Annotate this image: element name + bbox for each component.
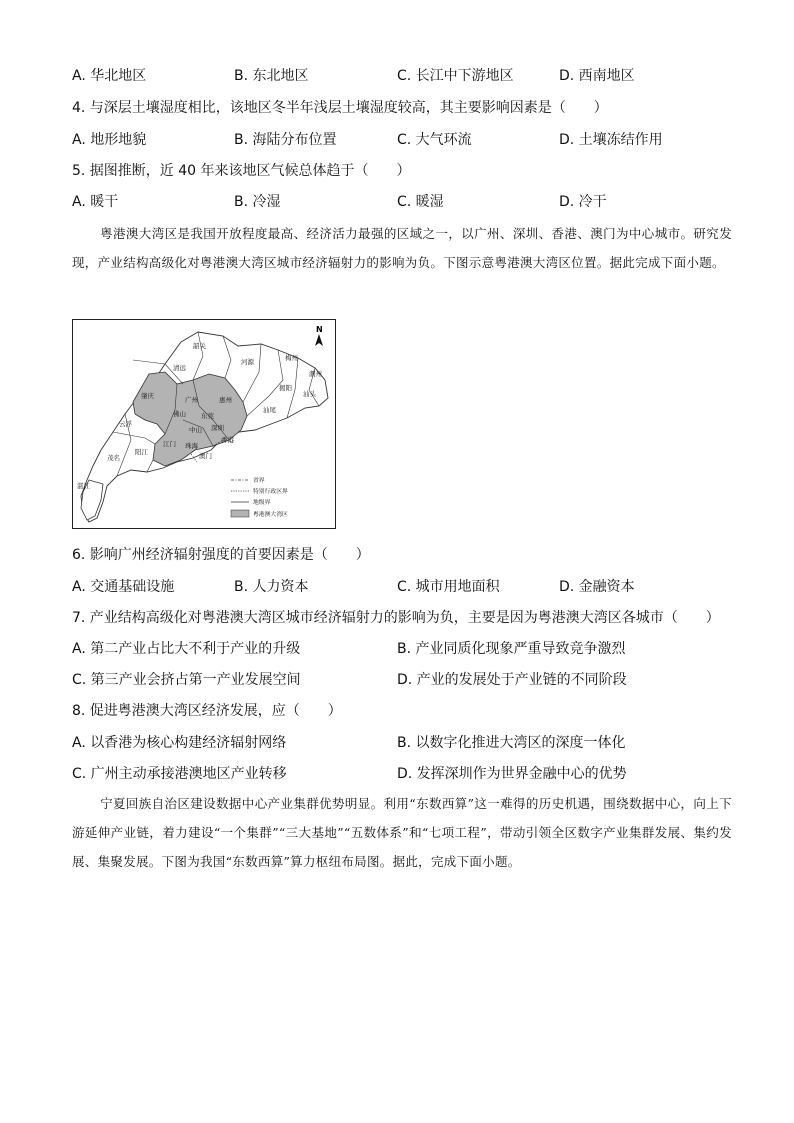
q4-option-a: A. 地形地貌 xyxy=(72,132,147,148)
q6-option-d: D. 金融资本 xyxy=(559,579,635,595)
map-label-guangzhou: 广州 xyxy=(185,396,198,404)
map-svg xyxy=(73,320,335,528)
passage-1-text: 粤港澳大湾区是我国开放程度最高、经济活力最强的区域之一，以广州、深圳、香港、澳门为中心城市。研究发现，产业结构高级化对粤港澳大湾区城市经济辐射力的影响为负。下图示意粤港澳大湾区位置。据此完成下面小题。 xyxy=(72,226,732,270)
map-label-maoming: 茂名 xyxy=(107,454,120,462)
passage-greater-bay-area xyxy=(72,219,732,277)
map-label-zhanjiang: 湛江 xyxy=(77,482,90,490)
map-label-hongkong: 香港 xyxy=(221,436,234,444)
legend-bay-area: 粤港澳大湾区 xyxy=(253,512,288,518)
map-label-dongguan: 东莞 xyxy=(201,412,214,420)
q3-option-d: D. 西南地区 xyxy=(559,68,635,84)
q4-option-d: D. 土壤冻结作用 xyxy=(559,132,663,148)
q5-option-d: D. 冷干 xyxy=(559,194,607,210)
greater-bay-area-map xyxy=(72,319,336,529)
map-label-shanwei: 汕尾 xyxy=(263,406,276,414)
q5-option-a: A. 暖干 xyxy=(72,194,119,210)
passage-2-text: 宁夏回族自治区建设数据中心产业集群优势明显。利用“东数西算”这一难得的历史机遇，围绕数据中心，向上下游延伸产业链，着力建设“一个集群”“三大基地”“五数体系”和“七项工程”，带动引领全区数字产业集群发展、集约发展、集聚发展。下图为我国“东数西算”算力枢纽布局图。据此，完成下面小题。 xyxy=(72,796,732,869)
q4-stem: 4. 与深层土壤湿度相比，该地区冬半年浅层土壤湿度较高，其主要影响因素是（ ） xyxy=(72,100,608,116)
map-legend xyxy=(231,476,288,518)
q7-stem: 7. 产业结构高级化对粤港澳大湾区城市经济辐射力的影响为负，主要是因为粤港澳大湾区各城市（ ） xyxy=(72,610,720,626)
q3-option-b: B. 东北地区 xyxy=(234,68,309,84)
q5-option-b: B. 冷湿 xyxy=(234,194,281,210)
q4-option-c: C. 大气环流 xyxy=(397,132,472,148)
map-label-chaozhou: 潮州 xyxy=(309,370,322,378)
q8-option-c: C. 广州主动承接港澳地区产业转移 xyxy=(72,766,287,782)
map-label-yangjiang: 阳江 xyxy=(135,448,148,456)
q7-option-b: B. 产业同质化现象严重导致竞争激烈 xyxy=(397,641,626,657)
map-label-shaoguan: 韶关 xyxy=(193,342,206,350)
north-arrow-label: N xyxy=(316,325,323,334)
north-arrow-icon xyxy=(315,325,323,346)
map-label-shenzhen: 深圳 xyxy=(211,424,224,432)
map-label-meizhou: 梅州 xyxy=(285,354,298,362)
q5-stem: 5. 据图推断，近 40 年来该地区气候总体趋于（ ） xyxy=(72,163,411,179)
legend-prefecture-border: 地级界 xyxy=(253,500,271,506)
q8-option-b: B. 以数字化推进大湾区的深度一体化 xyxy=(397,735,626,751)
map-label-qingyuan: 清远 xyxy=(173,364,186,372)
q5-option-c: C. 暖湿 xyxy=(397,194,444,210)
q6-option-c: C. 城市用地面积 xyxy=(397,579,500,595)
q3-option-c: C. 长江中下游地区 xyxy=(397,68,514,84)
map-label-yunfu: 云浮 xyxy=(119,420,132,428)
map-label-shantou: 汕头 xyxy=(303,390,316,398)
q3-option-a: A. 华北地区 xyxy=(72,68,147,84)
q4-option-b: B. 海陆分布位置 xyxy=(234,132,337,148)
q6-option-b: B. 人力资本 xyxy=(234,579,309,595)
q7-option-d: D. 产业的发展处于产业链的不同阶段 xyxy=(397,672,627,688)
q6-option-a: A. 交通基础设施 xyxy=(72,579,175,595)
map-label-jieyang: 揭阳 xyxy=(279,384,292,392)
q8-option-d: D. 发挥深圳作为世界金融中心的优势 xyxy=(397,766,627,782)
q7-option-a: A. 第二产业占比大不利于产业的升级 xyxy=(72,641,301,657)
q8-stem: 8. 促进粤港澳大湾区经济发展，应（ ） xyxy=(72,703,342,719)
passage-east-data-west-computing xyxy=(72,789,732,876)
map-label-jiangmen: 江门 xyxy=(163,440,176,448)
map-label-macau: 澳门 xyxy=(199,452,212,460)
legend-province-border: 省界 xyxy=(253,478,265,484)
map-label-heyuan: 河源 xyxy=(241,358,254,366)
map-label-zhuhai: 珠海 xyxy=(185,442,198,450)
map-label-huizhou: 惠州 xyxy=(219,396,232,404)
map-label-zhongshan: 中山 xyxy=(189,426,202,434)
q8-option-a: A. 以香港为核心构建经济辐射网络 xyxy=(72,735,287,751)
q7-option-c: C. 第三产业会挤占第一产业发展空间 xyxy=(72,672,301,688)
map-label-zhaoqing: 肇庆 xyxy=(141,392,154,400)
map-label-foshan: 佛山 xyxy=(173,410,186,418)
legend-sar-border: 特别行政区界 xyxy=(253,489,288,495)
q6-stem: 6. 影响广州经济辐射强度的首要因素是（ ） xyxy=(72,547,370,563)
